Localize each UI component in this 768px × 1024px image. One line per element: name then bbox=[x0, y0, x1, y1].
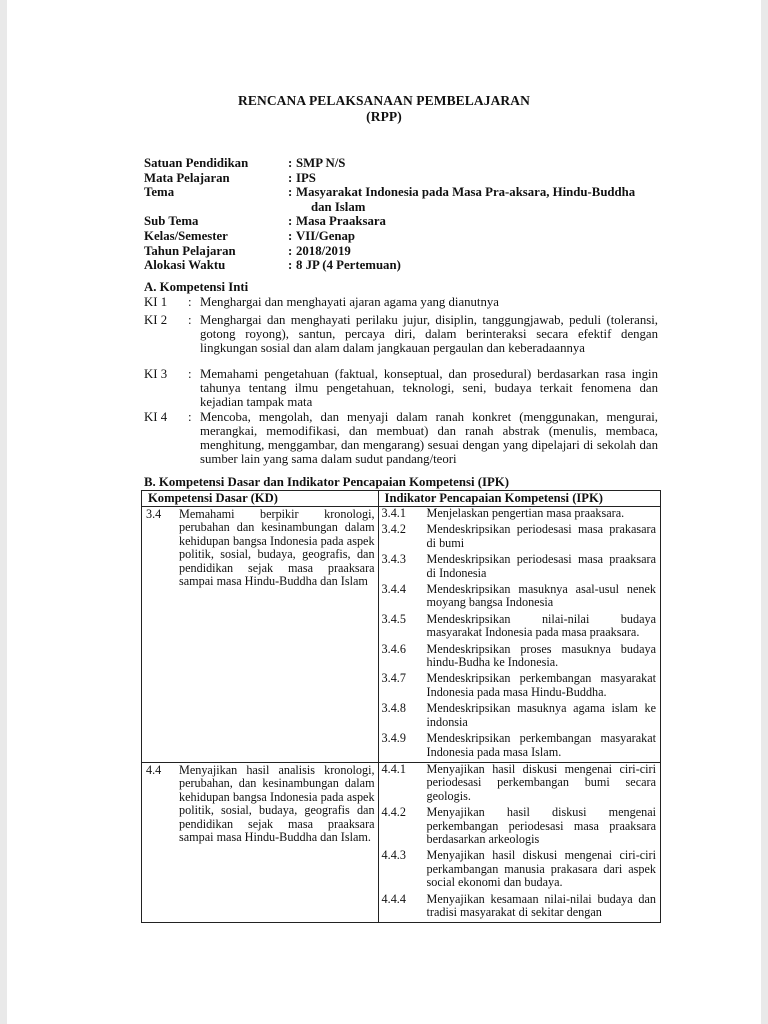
ipk-number: 3.4.2 bbox=[381, 522, 406, 537]
ki-text: Memahami pengetahuan (faktual, konseptual, dan prosedural) berdasarkan rasa ingin tahunya tentang ilmu pengetahuan, teknologi, seni, budaya terkait fenomena dan kejadian tampak mata bbox=[200, 367, 658, 410]
ipk-number: 3.4.5 bbox=[381, 611, 406, 626]
ki-code: KI 4 bbox=[144, 410, 168, 424]
table-header-row bbox=[142, 491, 661, 507]
ki-code: KI 3 bbox=[144, 367, 168, 381]
doc-subtitle: (RPP) bbox=[366, 109, 402, 124]
info-label: Alokasi Waktu bbox=[144, 258, 226, 273]
ipk-number: 3.4.9 bbox=[381, 731, 406, 746]
info-value: VII/Genap bbox=[296, 228, 356, 243]
ipk-number: 3.4.3 bbox=[381, 552, 406, 567]
ipk-text: Menyajikan hasil diskusi mengenai perkembangan periodesasi masa praaksara berdasarkan arkeologis bbox=[426, 805, 656, 846]
info-row: Tema : Masyarakat Indonesia pada Masa Pra-aksara, Hindu-Buddha dan Islam bbox=[144, 185, 672, 214]
ipk-cell bbox=[378, 507, 660, 763]
ipk-number: 4.4.2 bbox=[381, 805, 406, 820]
info-value: Masa Praaksara bbox=[296, 214, 386, 229]
ipk-item bbox=[379, 613, 660, 640]
table-row bbox=[142, 507, 661, 763]
info-value: Masyarakat Indonesia pada Masa Pra-aksara, Hindu-Buddha bbox=[296, 185, 636, 200]
ipk-text: Mendeskripsikan perkembangan masyarakat Indonesia pada masa Hindu-Buddha. bbox=[426, 671, 656, 699]
ipk-item bbox=[379, 806, 660, 846]
ipk-item bbox=[379, 763, 660, 803]
ipk-number: 3.4.4 bbox=[381, 582, 406, 597]
ipk-item bbox=[379, 523, 660, 550]
ipk-item bbox=[379, 849, 660, 889]
kd-cell bbox=[142, 762, 379, 922]
ipk-item bbox=[379, 893, 660, 920]
info-row: Tahun Pelajaran : 2018/2019 bbox=[144, 244, 672, 259]
kd-text: Memahami berpikir kronologi, perubahan dan kesinambungan dalam kehidupan bangsa Indonesia pada aspek politik, sosial, budaya, geografis, dan pendidikan sejak masa praaksara sampai masa Hindu-Buddha dan Islam bbox=[179, 507, 375, 589]
info-value-continuation: dan Islam bbox=[311, 199, 366, 214]
kd-number: 3.4 bbox=[146, 507, 162, 521]
column-header-kd: Kompetensi Dasar (KD) bbox=[142, 491, 379, 507]
info-label: Tahun Pelajaran bbox=[144, 243, 236, 258]
info-row: Satuan Pendidikan : SMP N/S bbox=[144, 156, 672, 171]
ki-item: KI 2 : Menghargai dan menghayati perilaku jujur, disiplin, tanggungjawab, peduli (toleransi, gotong royong), santun, percaya diri, dalam berinteraksi secara efektif dengan lingkungan sosial dan alam dalam jangkauan pergaulan dan keberadaannya bbox=[144, 313, 658, 356]
ipk-item bbox=[379, 507, 660, 520]
info-label: Satuan Pendidikan bbox=[144, 156, 249, 170]
ipk-item bbox=[379, 702, 660, 729]
ki-text: Menghargai dan menghayati ajaran agama yang dianutnya bbox=[200, 295, 499, 309]
ipk-number: 3.4.8 bbox=[381, 701, 406, 716]
ki-item: KI 4 : Mencoba, mengolah, dan menyaji dalam ranah konkret (menggunakan, mengurai, merangkai, memodifikasi, dan membuat) dan ranah abstrak (menulis, membaca, menghitung, menggambar, dan mengarang) sesuai dengan yang dipelajari di sekolah dan sumber lain yang sama dalam sudut pandang/teori bbox=[144, 410, 658, 467]
ipk-item bbox=[379, 643, 660, 670]
kd-number: 4.4 bbox=[146, 762, 162, 777]
doc-title: RENCANA PELAKSANAAN PEMBELAJARAN bbox=[238, 93, 530, 108]
info-label: Mata Pelajaran bbox=[144, 170, 230, 185]
section-b-heading: B. Kompetensi Dasar dan Indikator Pencapaian Kompetensi (IPK) bbox=[144, 475, 509, 489]
ipk-text: Menjelaskan pengertian masa praaksara. bbox=[426, 506, 625, 520]
ipk-number: 4.4.1 bbox=[381, 761, 406, 776]
kd-cell bbox=[142, 507, 379, 763]
ipk-text: Mendeskripsikan nilai-nilai budaya masyarakat Indonesia pada masa praaksara. bbox=[426, 611, 656, 640]
ipk-cell bbox=[378, 762, 660, 922]
info-value: 8 JP (4 Pertemuan) bbox=[296, 258, 401, 273]
ipk-number: 3.4.7 bbox=[381, 671, 406, 686]
ipk-text: Mendeskripsikan masuknya asal-usul nenek moyang bangsa Indonesia bbox=[426, 582, 656, 610]
info-row: Sub Tema : Masa Praaksara bbox=[144, 214, 672, 229]
info-value: 2018/2019 bbox=[296, 243, 351, 258]
ipk-item bbox=[379, 553, 660, 580]
ipk-text: Mendeskripsikan periodesasi masa prakasara di bumi bbox=[426, 522, 656, 550]
ipk-text: Mendeskripsikan perkembangan masyarakat Indonesia pada masa Islam. bbox=[426, 731, 656, 759]
ipk-number: 4.4.3 bbox=[381, 848, 406, 863]
ipk-item bbox=[379, 672, 660, 699]
table-row bbox=[142, 762, 661, 922]
ki-code: KI 1 bbox=[144, 295, 168, 309]
ipk-text: Mendeskripsikan periodesasi masa praaksara di Indonesia bbox=[426, 552, 656, 580]
info-value: IPS bbox=[296, 170, 316, 185]
ki-item: KI 1 : Menghargai dan menghayati ajaran agama yang dianutnya bbox=[144, 295, 658, 309]
ki-item: KI 3 : Memahami pengetahuan (faktual, konseptual, dan prosedural) berdasarkan rasa ingin tahunya tentang ilmu pengetahuan, teknologi, seni, budaya terkait fenomena dan kejadian tampak mata bbox=[144, 367, 658, 410]
kd-text: Menyajikan hasil analisis kronologi, perubahan, dan kesinambungan dalam kehidupan bangsa Indonesia pada aspek politik, sosial, budaya, geografis dan pendidikan sejak masa praaksara sampai masa Hindu-Buddha dan Islam. bbox=[179, 762, 375, 844]
ipk-number: 4.4.4 bbox=[381, 891, 406, 906]
ipk-number: 3.4.1 bbox=[381, 506, 406, 520]
ipk-text: Menyajikan hasil diskusi mengenai ciri-ciri periodesasi perkembangan bumi secara geologis. bbox=[426, 761, 656, 803]
column-header-ipk: Indikator Pencapaian Kompetensi (IPK) bbox=[378, 491, 660, 507]
ki-text: Mencoba, mengolah, dan menyaji dalam ranah konkret (menggunakan, mengurai, merangkai, memodifikasi, dan membuat) dan ranah abstrak (menulis, membaca, menghitung, menggambar, dan mengarang) sesuai dengan yang dipelajari di sekolah dan sumber lain yang sama dalam sudut pandang/teori bbox=[200, 410, 658, 467]
info-label: Kelas/Semester bbox=[144, 228, 228, 243]
ipk-item bbox=[379, 583, 660, 610]
info-row: Alokasi Waktu : 8 JP (4 Pertemuan) bbox=[144, 258, 672, 273]
kd-ipk-table bbox=[141, 490, 661, 923]
ipk-text: Menyajikan kesamaan nilai-nilai budaya dan tradisi masyarakat di sekitar dengan bbox=[426, 891, 656, 919]
ipk-number: 3.4.6 bbox=[381, 641, 406, 656]
info-row: Mata Pelajaran : IPS bbox=[144, 171, 672, 186]
ki-code: KI 2 bbox=[144, 313, 168, 327]
ipk-text: Mendeskripsikan masuknya agama islam ke indonsia bbox=[426, 701, 656, 729]
ipk-text: Mendeskripsikan proses masuknya budaya hindu-Budha ke Indonesia. bbox=[426, 641, 656, 670]
ki-text: Menghargai dan menghayati perilaku jujur, disiplin, tanggungjawab, peduli (toleransi, gotong royong), santun, percaya diri, dalam berinteraksi secara efektif dengan lingkungan sosial dan alam dalam jangkauan pergaulan dan keberadaannya bbox=[200, 313, 658, 356]
section-a-heading: A. Kompetensi Inti bbox=[144, 280, 249, 294]
info-label: Sub Tema bbox=[144, 214, 199, 229]
ipk-text: Menyajikan hasil diskusi mengenai ciri-ciri perkambangan manusia prakasara dari aspek social ekonomi dan budaya. bbox=[426, 848, 656, 890]
document-page bbox=[7, 0, 761, 1024]
info-value: SMP N/S bbox=[296, 156, 346, 170]
info-label: Tema bbox=[144, 185, 175, 200]
info-row: Kelas/Semester : VII/Genap bbox=[144, 229, 672, 244]
info-block bbox=[144, 156, 672, 273]
ipk-item bbox=[379, 732, 660, 759]
